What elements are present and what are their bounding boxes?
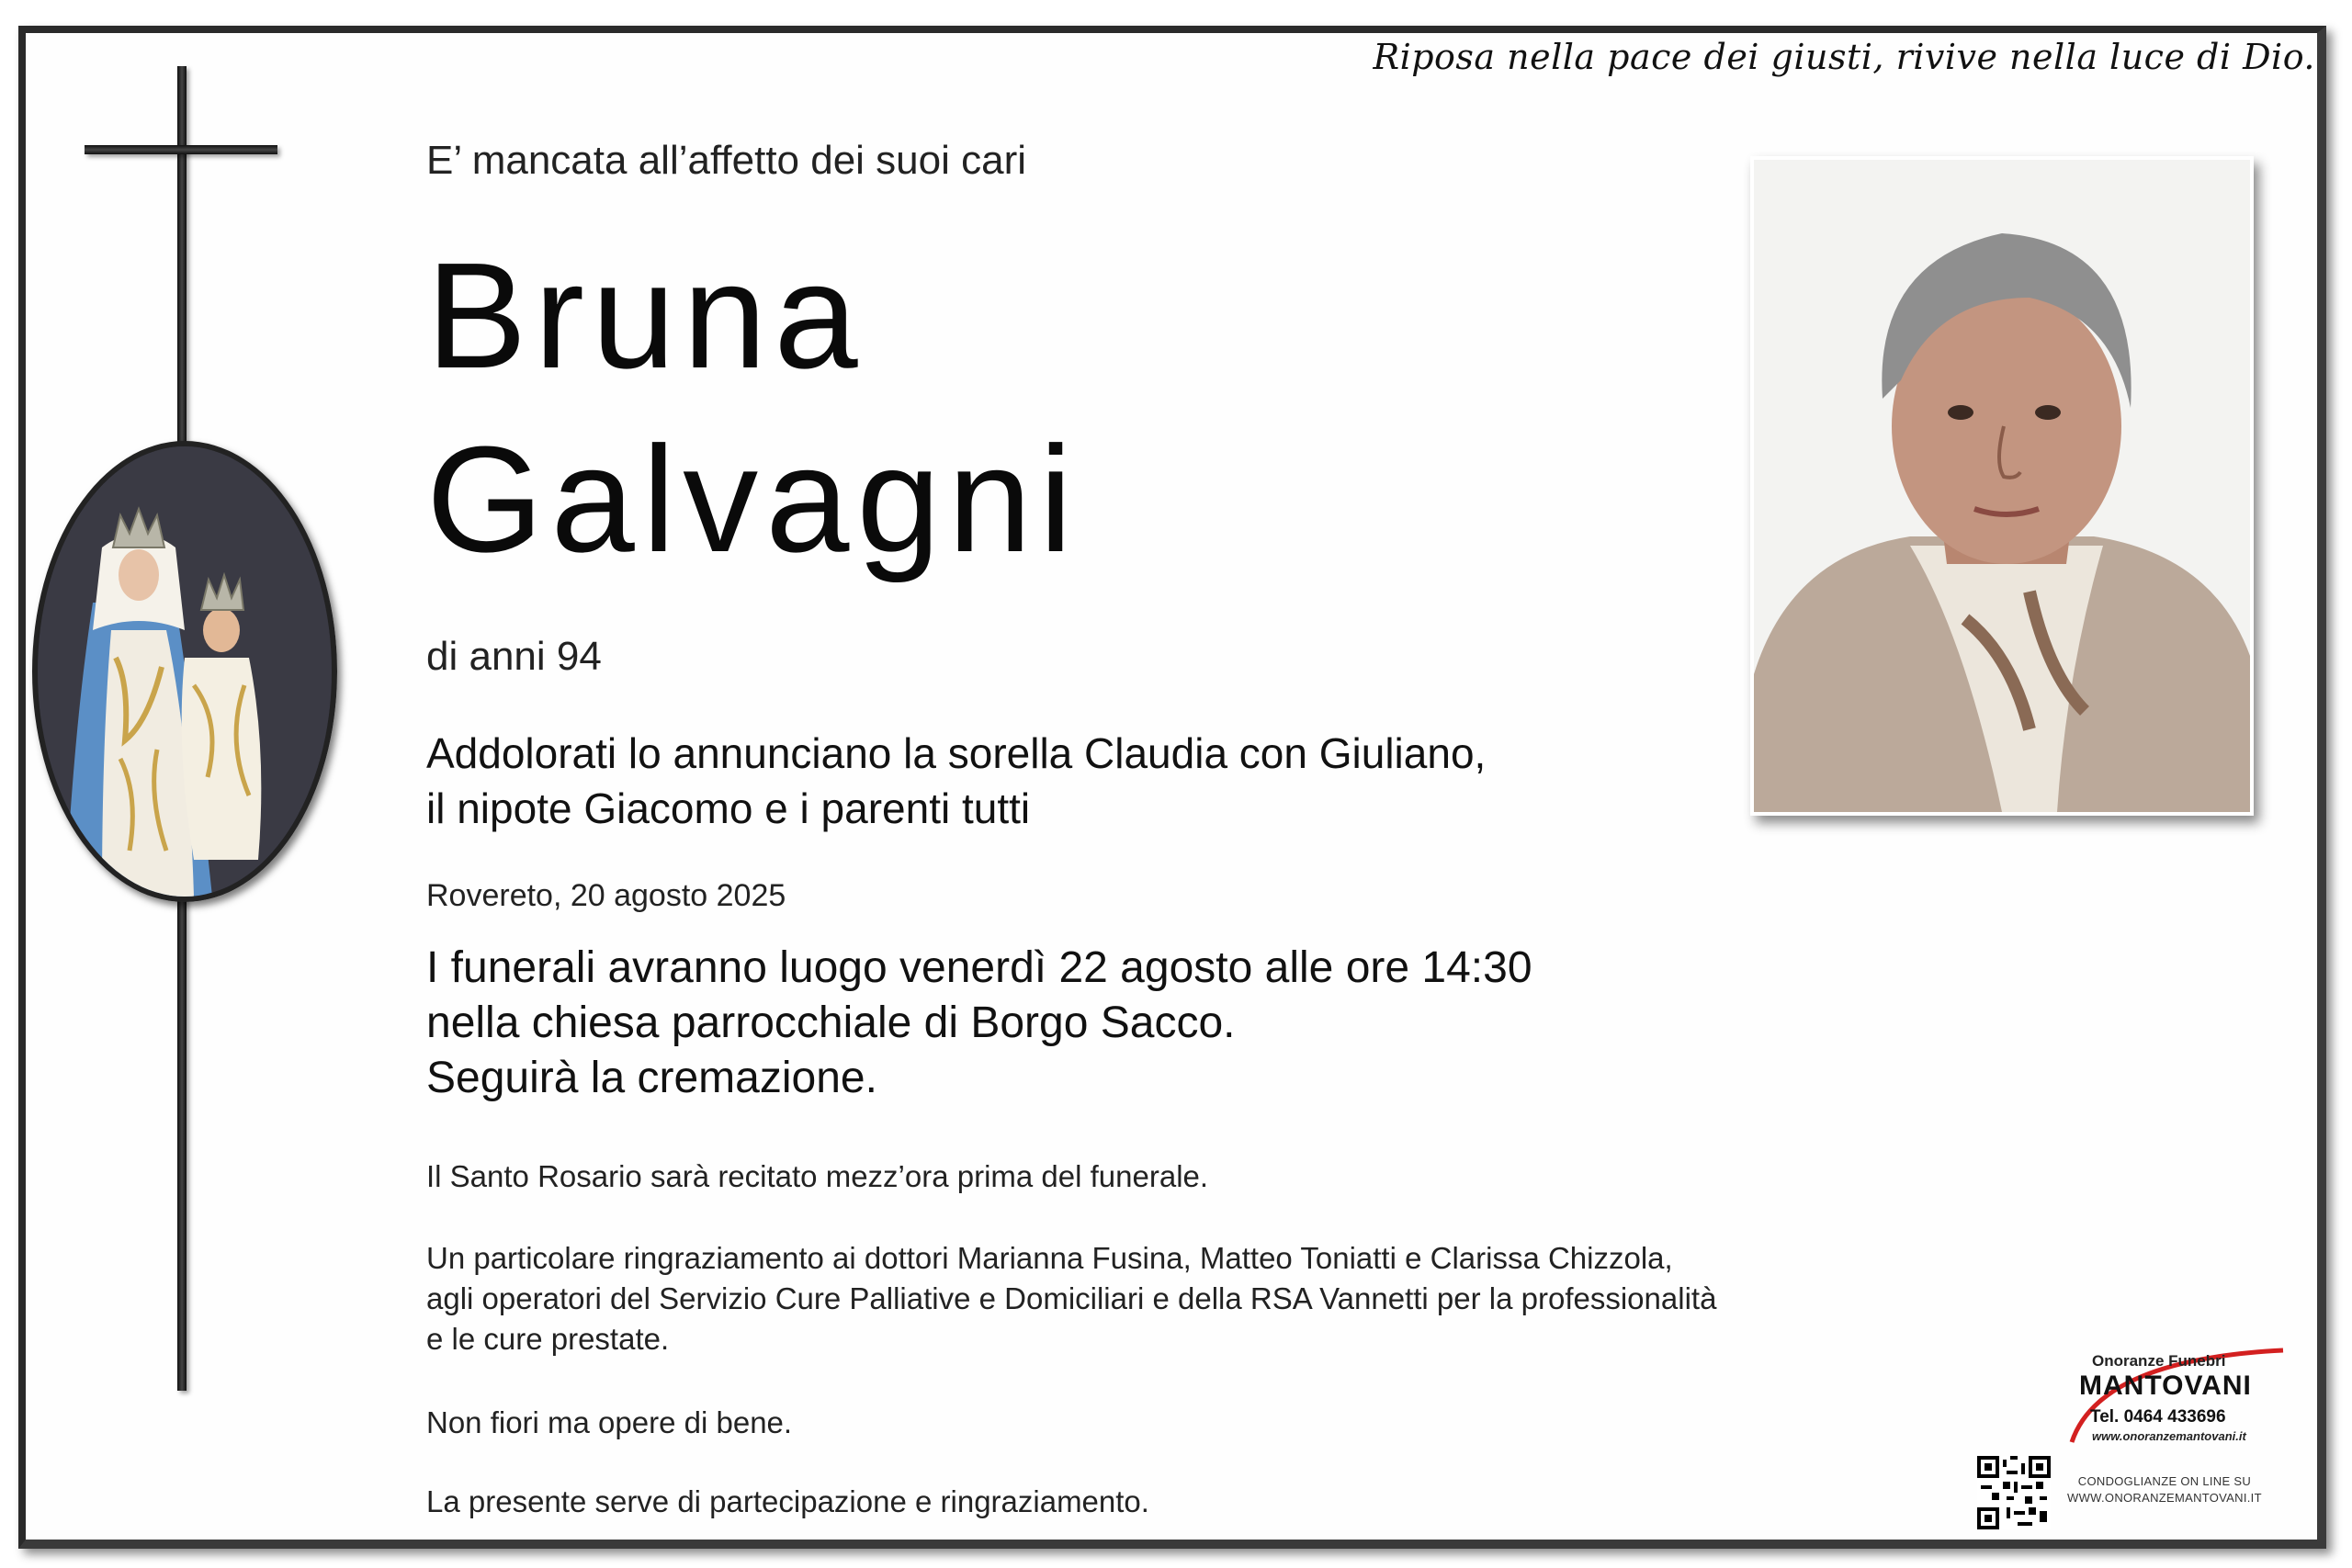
condolences-info (2067, 1473, 2262, 1506)
thanks-line: Un particolare ringraziamento ai dottori Marianna Fusina, Matteo Toniatti e Clarissa Chizzola, (426, 1241, 1673, 1275)
funeral-line: Seguirà la cremazione. (426, 1054, 877, 1102)
place-date: Rovereto, 20 agosto 2025 (426, 878, 786, 913)
announcement (426, 726, 1486, 836)
announcement-line: Addolorati lo annunciano la sorella Claudia con Giuliano, (426, 729, 1487, 777)
deceased-age: di anni 94 (426, 634, 602, 679)
deceased-first-name: Bruna (426, 231, 865, 400)
announcement-line: il nipote Giacomo e i parenti tutti (426, 784, 1031, 832)
condolences-url[interactable]: WWW.ONORANZEMANTOVANI.IT (2067, 1491, 2262, 1505)
funeral-details (426, 941, 1532, 1106)
deceased-last-name: Galvagni (426, 415, 1080, 583)
thanks-paragraph (426, 1238, 1860, 1359)
condolences-line: CONDOGLIANZE ON LINE SU (2077, 1474, 2252, 1488)
qr-code-icon[interactable] (1977, 1456, 2051, 1529)
flowers-note: Non fiori ma opere di bene. (426, 1405, 793, 1439)
funeral-line: nella chiesa parrocchiale di Borgo Sacco. (426, 998, 1236, 1047)
closing-note: La presente serve di partecipazione e ringraziamento. (426, 1484, 1149, 1518)
portrait-photo (1750, 156, 2254, 816)
logo-tagline: Onoranze Funebri (2092, 1352, 2226, 1370)
rosary-note: Il Santo Rosario sarà recitato mezz’ora prima del funerale. (426, 1159, 1209, 1193)
madonna-image (32, 441, 337, 902)
logo-website: www.onoranzemantovani.it (2092, 1429, 2246, 1443)
logo-phone: Tel. 0464 433696 (2090, 1407, 2226, 1427)
funeral-home-logo (2063, 1341, 2292, 1451)
cross-bar (85, 145, 277, 154)
thanks-line: e le cure prestate. (426, 1322, 670, 1356)
funeral-line: I funerali avranno luogo venerdì 22 agosto alle ore 14:30 (426, 943, 1532, 992)
motto: Riposa nella pace dei giusti, rivive nella luce di Dio. (1373, 37, 2315, 77)
intro-text: E’ mancata all’affetto dei suoi cari (426, 138, 1027, 183)
logo-name: MANTOVANI (2079, 1371, 2252, 1401)
thanks-line: agli operatori del Servizio Cure Palliative e Domiciliari e della RSA Vannetti per la professionalità (426, 1281, 1717, 1315)
